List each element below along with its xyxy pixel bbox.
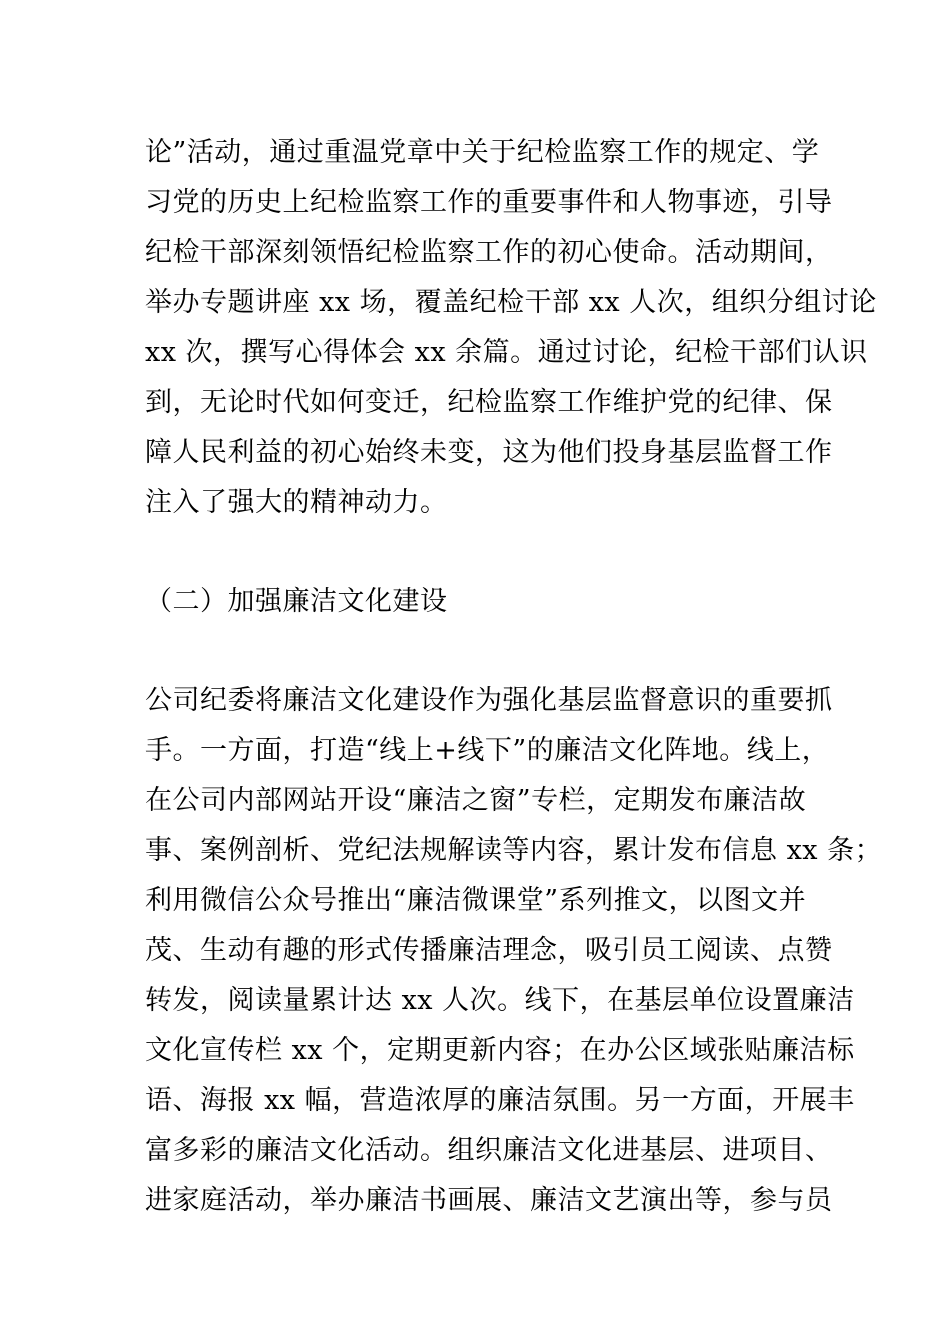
text-line: 举办专题讲座 xx 场，覆盖纪检干部 xx 人次，组织分组讨论	[145, 287, 877, 318]
text-line: 注入了强大的精神动力。	[145, 487, 448, 518]
text-line: 语、海报 xx 幅，营造浓厚的廉洁氛围。另一方面，开展丰	[145, 1085, 855, 1116]
text-line: 在公司内部网站开设“廉洁之窗”专栏，定期发布廉洁故	[145, 785, 807, 816]
text-line: 公司纪委将廉洁文化建设作为强化基层监督意识的重要抓	[145, 685, 833, 716]
text-line: xx 次，撰写心得体会 xx 余篇。通过讨论，纪检干部们认识	[145, 337, 868, 368]
text-line: 茂、生动有趣的形式传播廉洁理念，吸引员工阅读、点赞	[145, 935, 833, 966]
text-line: 手。一方面，打造“线上+线下”的廉洁文化阵地。线上，	[145, 735, 830, 766]
text-line: 富多彩的廉洁文化活动。组织廉洁文化进基层、进项目、	[145, 1135, 833, 1166]
text-line: 习党的历史上纪检监察工作的重要事件和人物事迹，引导	[145, 187, 833, 218]
section-heading: （二）加强廉洁文化建设	[145, 586, 448, 617]
text-line: 障人民利益的初心始终未变，这为他们投身基层监督工作	[145, 437, 833, 468]
text-line: 利用微信公众号推出“廉洁微课堂”系列推文，以图文并	[145, 885, 807, 916]
text-line: 到，无论时代如何变迁，纪检监察工作维护党的纪律、保	[145, 387, 833, 418]
text-line: 事、案例剖析、党纪法规解读等内容，累计发布信息 xx 条；	[145, 835, 883, 866]
text-line: 转发，阅读量累计达 xx 人次。线下，在基层单位设置廉洁	[145, 985, 855, 1016]
text-line: 进家庭活动，举办廉洁书画展、廉洁文艺演出等，参与员	[145, 1185, 833, 1216]
text-line: 文化宣传栏 xx 个，定期更新内容；在办公区域张贴廉洁标	[145, 1035, 855, 1066]
text-line: 纪检干部深刻领悟纪检监察工作的初心使命。活动期间，	[145, 237, 833, 268]
text-line: 论”活动，通过重温党章中关于纪检监察工作的规定、学	[145, 137, 820, 168]
